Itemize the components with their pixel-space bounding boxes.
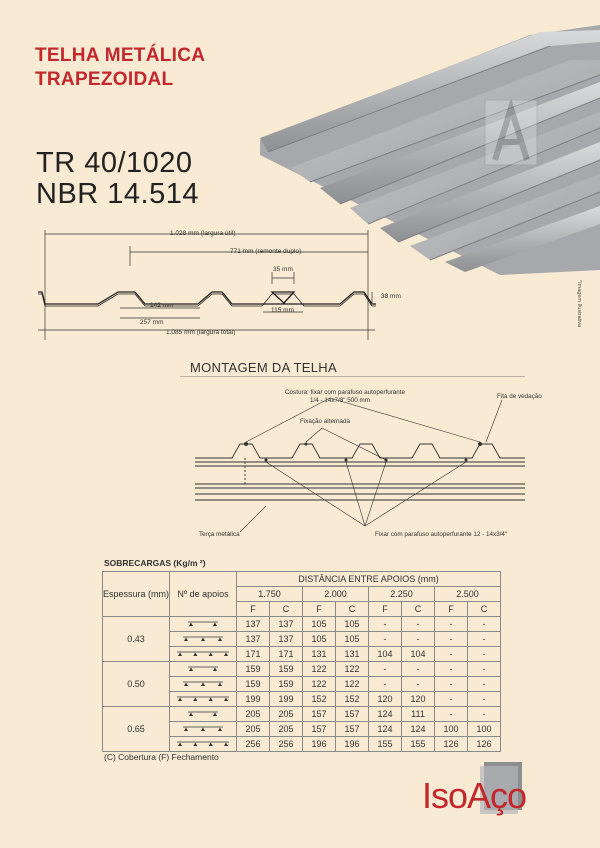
supports-icon bbox=[177, 694, 229, 702]
header-fc: F bbox=[369, 602, 402, 617]
load-value-cell: - bbox=[402, 632, 435, 647]
table-row bbox=[103, 707, 501, 722]
load-value-cell: 124 bbox=[369, 707, 402, 722]
dim-topo: 115 mm bbox=[271, 307, 294, 314]
load-value-cell: - bbox=[435, 692, 468, 707]
load-value-cell: - bbox=[468, 662, 501, 677]
load-value-cell: 205 bbox=[270, 722, 303, 737]
header-fc: F bbox=[303, 602, 336, 617]
support-icon-cell bbox=[170, 737, 237, 752]
load-value-cell: 196 bbox=[303, 737, 336, 752]
watermark-a-logo bbox=[485, 100, 537, 165]
header-fc: C bbox=[270, 602, 303, 617]
load-value-cell: 159 bbox=[270, 662, 303, 677]
leader-lines bbox=[240, 398, 502, 532]
load-value-cell: 131 bbox=[303, 647, 336, 662]
support-icon-cell bbox=[170, 662, 237, 677]
load-value-cell: 196 bbox=[336, 737, 369, 752]
load-value-cell: - bbox=[468, 617, 501, 632]
support-icon-cell bbox=[170, 617, 237, 632]
load-value-cell: 131 bbox=[336, 647, 369, 662]
load-value-cell: 104 bbox=[402, 647, 435, 662]
load-value-cell: 105 bbox=[336, 617, 369, 632]
load-value-cell: - bbox=[435, 707, 468, 722]
load-value-cell: - bbox=[468, 677, 501, 692]
load-value-cell: 124 bbox=[402, 722, 435, 737]
dim-largura-total: 1.085 mm (largura total) bbox=[166, 329, 236, 336]
load-value-cell: 199 bbox=[270, 692, 303, 707]
load-value-cell: 122 bbox=[303, 677, 336, 692]
load-value-cell: 159 bbox=[237, 677, 270, 692]
thickness-cell: 0.43 bbox=[103, 617, 170, 662]
load-value-cell: 100 bbox=[435, 722, 468, 737]
header-span: 1.750 bbox=[237, 587, 303, 602]
thickness-cell: 0.65 bbox=[103, 707, 170, 752]
table-body bbox=[103, 617, 501, 752]
header-span: 2.250 bbox=[369, 587, 435, 602]
support-icon-cell bbox=[170, 722, 237, 737]
load-value-cell: 100 bbox=[468, 722, 501, 737]
dim-largura-util: 1.028 mm (largura útil) bbox=[170, 230, 236, 237]
load-value-cell: 171 bbox=[270, 647, 303, 662]
table-title: SOBRECARGAS (Kg/m ²) bbox=[104, 558, 206, 568]
load-value-cell: 104 bbox=[369, 647, 402, 662]
dim-passo: 257 mm bbox=[140, 319, 164, 326]
load-value-cell: - bbox=[369, 677, 402, 692]
load-value-cell: 157 bbox=[336, 707, 369, 722]
load-value-cell: - bbox=[402, 662, 435, 677]
support-icon-cell bbox=[170, 692, 237, 707]
load-value-cell: 122 bbox=[336, 662, 369, 677]
load-value-cell: 152 bbox=[336, 692, 369, 707]
load-value-cell: 124 bbox=[369, 722, 402, 737]
header-fc: C bbox=[468, 602, 501, 617]
support-icon-cell bbox=[170, 707, 237, 722]
load-value-cell: - bbox=[468, 632, 501, 647]
dim-base: 142 mm bbox=[150, 302, 174, 309]
header-span: 2.500 bbox=[435, 587, 501, 602]
dim-remonte: 771 mm (remonte duplo) bbox=[230, 248, 302, 255]
label-fita: Fita de vedação bbox=[497, 393, 542, 400]
load-value-cell: - bbox=[369, 632, 402, 647]
title-line2: TRAPEZOIDAL bbox=[35, 69, 174, 90]
label-terca: Terça metálica bbox=[199, 531, 240, 538]
load-value-cell: 205 bbox=[237, 722, 270, 737]
screw-marks bbox=[244, 442, 482, 462]
load-value-cell: - bbox=[369, 617, 402, 632]
table-row bbox=[103, 662, 501, 677]
thickness-cell: 0.50 bbox=[103, 662, 170, 707]
load-value-cell: 157 bbox=[303, 707, 336, 722]
load-value-cell: - bbox=[435, 647, 468, 662]
supports-icon bbox=[188, 709, 218, 717]
header-fc: F bbox=[237, 602, 270, 617]
support-icon-cell bbox=[170, 647, 237, 662]
header-span: 2.000 bbox=[303, 587, 369, 602]
load-value-cell: - bbox=[435, 617, 468, 632]
table-legend: (C) Cobertura (F) Fechamento bbox=[104, 752, 219, 762]
load-value-cell: 126 bbox=[468, 737, 501, 752]
load-value-cell: 120 bbox=[369, 692, 402, 707]
load-value-cell: - bbox=[369, 662, 402, 677]
load-value-cell: 126 bbox=[435, 737, 468, 752]
load-value-cell: 122 bbox=[303, 662, 336, 677]
header-apoios: Nº de apoios bbox=[170, 572, 237, 617]
load-value-cell: 205 bbox=[237, 707, 270, 722]
load-value-cell: - bbox=[435, 677, 468, 692]
load-value-cell: 105 bbox=[303, 632, 336, 647]
header-espessura: Espessura (mm) bbox=[103, 572, 170, 617]
load-value-cell: 111 bbox=[402, 707, 435, 722]
load-value-cell: 152 bbox=[303, 692, 336, 707]
header-fc: C bbox=[336, 602, 369, 617]
load-value-cell: - bbox=[402, 677, 435, 692]
label-fixacao-alternada: Fixação alternada bbox=[300, 418, 351, 425]
supports-icon bbox=[188, 619, 218, 627]
supports-icon bbox=[183, 724, 223, 732]
norm-code: NBR 14.514 bbox=[36, 178, 199, 210]
label-fixar-parafuso: Fixar com parafuso autoperfurante 12 - 14x3/4" bbox=[375, 531, 508, 538]
illustrative-note: *Imagem Ilustrativa bbox=[576, 280, 582, 328]
table-row bbox=[103, 617, 501, 632]
load-value-cell: - bbox=[435, 632, 468, 647]
support-icon-cell bbox=[170, 632, 237, 647]
header-fc: F bbox=[435, 602, 468, 617]
load-value-cell: 155 bbox=[402, 737, 435, 752]
supports-icon bbox=[177, 739, 229, 747]
load-value-cell: 105 bbox=[303, 617, 336, 632]
supports-icon bbox=[183, 679, 223, 687]
load-value-cell: 137 bbox=[237, 617, 270, 632]
load-value-cell: 159 bbox=[237, 662, 270, 677]
load-value-cell: 137 bbox=[270, 617, 303, 632]
load-value-cell: 256 bbox=[270, 737, 303, 752]
model-block bbox=[36, 148, 199, 210]
load-value-cell: 256 bbox=[237, 737, 270, 752]
model-code: TR 40/1020 bbox=[36, 147, 193, 179]
load-value-cell: - bbox=[468, 692, 501, 707]
load-value-cell: 157 bbox=[303, 722, 336, 737]
dim-crista: 35 mm bbox=[273, 266, 293, 273]
label-costura-1: Costura: fixar com parafuso autoperfurante bbox=[285, 389, 406, 396]
supports-icon bbox=[183, 634, 223, 642]
load-value-cell: 157 bbox=[336, 722, 369, 737]
product-title bbox=[35, 44, 205, 92]
supports-icon bbox=[177, 649, 229, 657]
title-line1: TELHA METÁLICA bbox=[35, 45, 206, 66]
load-value-cell: 159 bbox=[270, 677, 303, 692]
supports-icon bbox=[188, 664, 218, 672]
load-value-cell: 122 bbox=[336, 677, 369, 692]
load-value-cell: 137 bbox=[237, 632, 270, 647]
load-value-cell: 105 bbox=[336, 632, 369, 647]
logo-a: A bbox=[467, 775, 491, 816]
header-distancia: DISTÂNCIA ENTRE APOIOS (mm) bbox=[237, 572, 501, 587]
header-fc: C bbox=[402, 602, 435, 617]
load-value-cell: 137 bbox=[270, 632, 303, 647]
load-value-cell: 199 bbox=[237, 692, 270, 707]
logo-iso: Iso bbox=[422, 775, 468, 816]
logo-co: ço bbox=[490, 775, 527, 816]
load-value-cell: - bbox=[468, 707, 501, 722]
load-value-cell: 205 bbox=[270, 707, 303, 722]
section-title-montagem: MONTAGEM DA TELHA bbox=[190, 360, 337, 375]
load-value-cell: - bbox=[468, 647, 501, 662]
load-value-cell: 120 bbox=[402, 692, 435, 707]
load-value-cell: 155 bbox=[369, 737, 402, 752]
support-icon-cell bbox=[170, 677, 237, 692]
load-value-cell: - bbox=[435, 662, 468, 677]
load-value-cell: 171 bbox=[237, 647, 270, 662]
dim-altura: 38 mm bbox=[381, 293, 401, 300]
load-table bbox=[102, 571, 501, 752]
load-value-cell: - bbox=[402, 617, 435, 632]
label-costura-2: 1/4 - 14x7/8" 500 mm bbox=[310, 397, 370, 404]
